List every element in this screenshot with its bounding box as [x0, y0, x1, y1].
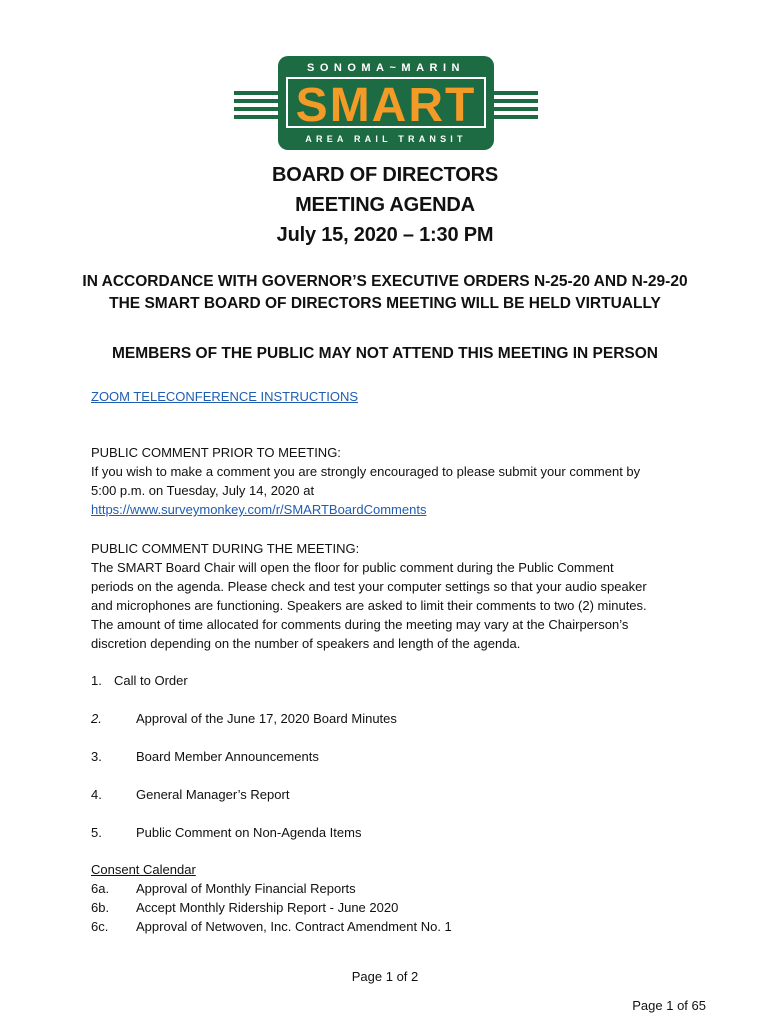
agenda-item-number: 2. — [91, 711, 102, 726]
during-heading: PUBLIC COMMENT DURING THE MEETING: — [91, 541, 360, 556]
meeting-title — [0, 160, 770, 250]
agenda-item-text: General Manager’s Report — [136, 787, 290, 802]
agenda-item-number: 1. — [91, 673, 102, 688]
zoom-section — [91, 387, 691, 406]
logo-bottom-text: AREA RAIL TRANSIT — [305, 134, 467, 144]
agenda-item — [91, 709, 691, 728]
consent-calendar — [91, 860, 691, 936]
title-line-2: MEETING AGENDA — [295, 194, 475, 216]
zoom-instructions-link[interactable]: ZOOM TELECONFERENCE INSTRUCTIONS — [91, 389, 359, 404]
public-comment-during-section — [91, 539, 691, 653]
agenda-item-text: Public Comment on Non-Agenda Items — [136, 825, 362, 840]
agenda-item-number: 3. — [91, 749, 102, 764]
agenda-item — [91, 747, 691, 766]
executive-order-notice — [0, 271, 770, 315]
during-line-1: The SMART Board Chair will open the floor for public comment during the Public Comment — [91, 560, 614, 575]
consent-item-text: Approval of Netwoven, Inc. Contract Amendment No. 1 — [136, 919, 452, 934]
consent-item-number: 6c. — [91, 919, 109, 934]
notice-line-2: THE SMART BOARD OF DIRECTORS MEETING WILL BE HELD VIRTUALLY — [109, 295, 661, 312]
consent-calendar-title: Consent Calendar — [91, 862, 196, 877]
agenda-item-number: 4. — [91, 787, 102, 802]
during-line-4: The amount of time allocated for comments during the meeting may vary at the Chairperson’s — [91, 617, 629, 632]
prior-line-1: If you wish to make a comment you are strongly encouraged to please submit your comment by — [91, 464, 641, 479]
during-line-5: discretion depending on the number of speakers and length of the agenda. — [91, 636, 521, 651]
notice-line-1: IN ACCORDANCE WITH GOVERNOR’S EXECUTIVE ORDERS N-25-20 AND N-29-20 — [82, 273, 688, 290]
agenda-item — [91, 823, 691, 842]
consent-item — [91, 898, 691, 917]
inner-page-number: Page 1 of 2 — [351, 969, 419, 984]
outer-page-number: Page 1 of 65 — [632, 998, 706, 1013]
consent-item-text: Approval of Monthly Financial Reports — [136, 881, 356, 896]
consent-item-text: Accept Monthly Ridership Report - June 2020 — [136, 900, 399, 915]
prior-heading: PUBLIC COMMENT PRIOR TO MEETING: — [91, 445, 341, 460]
logo-main-text: SMART — [295, 79, 477, 132]
agenda-item — [91, 671, 691, 690]
agenda-item — [91, 785, 691, 804]
consent-item — [91, 879, 691, 898]
smart-logo — [232, 54, 540, 154]
logo-top-text: SONOMA~MARIN — [307, 62, 465, 74]
during-line-2: periods on the agenda. Please check and test your computer settings so that your audio speaker — [91, 579, 647, 594]
consent-item-number: 6a. — [91, 881, 110, 896]
agenda-item-text: Board Member Announcements — [136, 749, 319, 764]
during-paragraph — [91, 558, 691, 653]
during-line-3: and microphones are functioning. Speakers are asked to limit their comments to two (2) minutes. — [91, 598, 647, 613]
survey-link[interactable]: https://www.surveymonkey.com/r/SMARTBoardComments — [91, 502, 427, 517]
agenda-item-text: Call to Order — [114, 673, 188, 688]
consent-item-number: 6b. — [91, 900, 110, 915]
agenda-item-number: 5. — [91, 825, 102, 840]
title-line-1: BOARD OF DIRECTORS — [271, 164, 499, 186]
prior-line-2: 5:00 p.m. on Tuesday, July 14, 2020 at — [91, 483, 315, 498]
agenda-list — [91, 671, 691, 861]
agenda-item-text: Approval of the June 17, 2020 Board Minutes — [136, 711, 397, 726]
meeting-date-time: July 15, 2020 – 1:30 PM — [276, 224, 494, 246]
public-comment-prior-section — [91, 443, 691, 519]
public-attendance-notice: MEMBERS OF THE PUBLIC MAY NOT ATTEND THIS MEETING IN PERSON — [112, 345, 658, 362]
consent-item — [91, 917, 691, 936]
